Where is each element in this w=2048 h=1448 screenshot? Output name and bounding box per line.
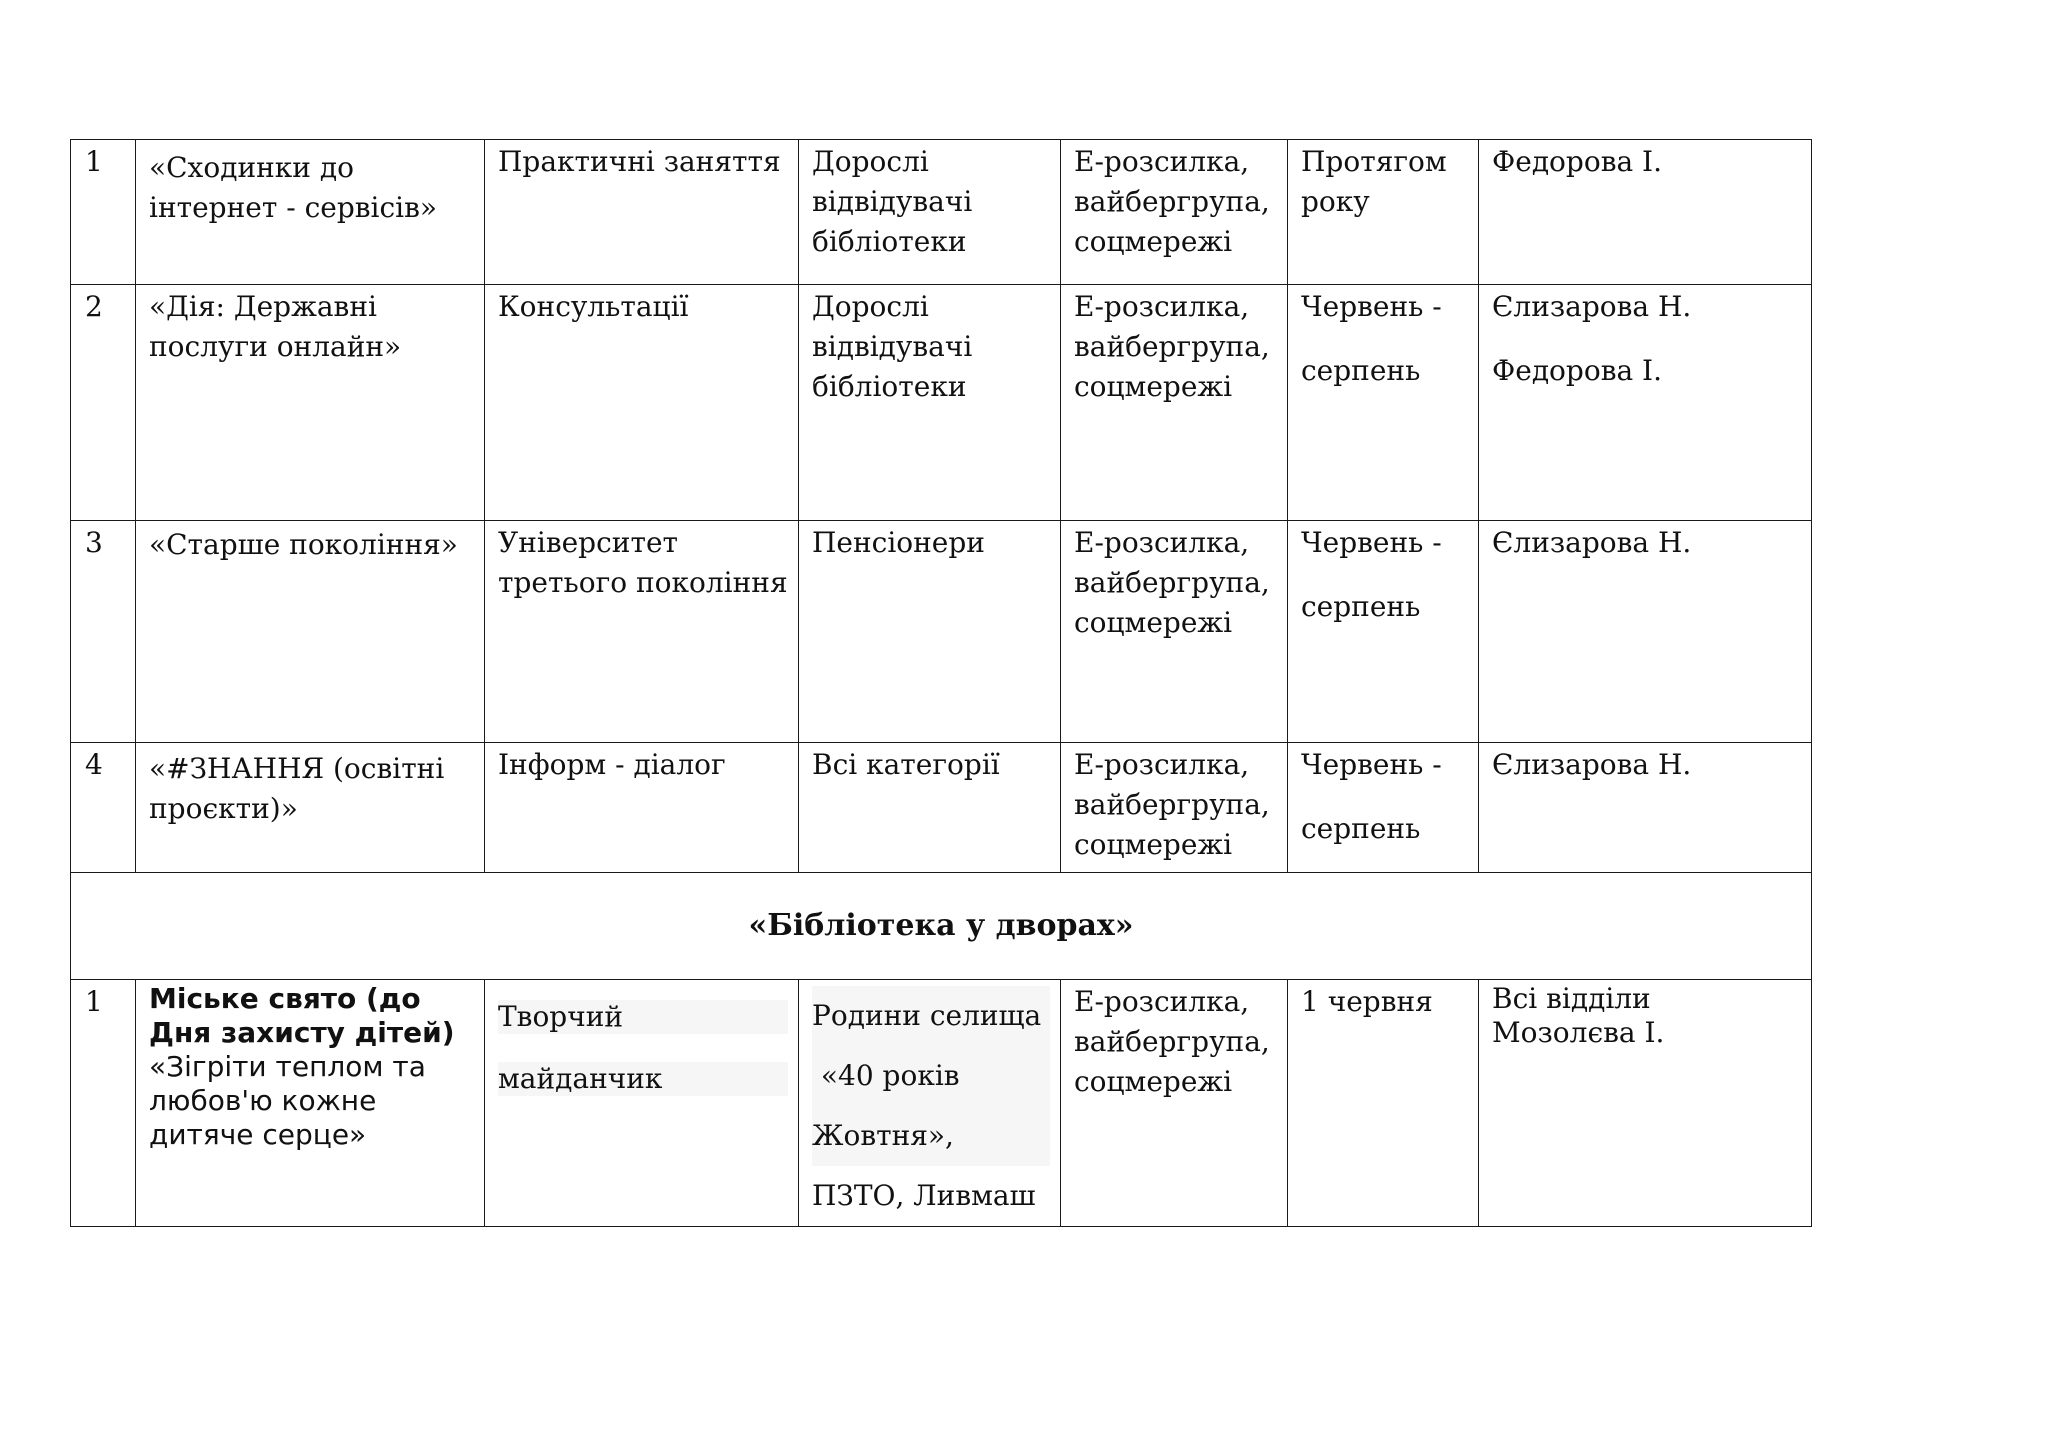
event-term: Червень - серпень xyxy=(1288,285,1479,521)
event-term: 1 червня xyxy=(1288,980,1479,1227)
row-number: 1 xyxy=(71,980,136,1227)
event-title: «Сходинки до інтернет - сервісів» xyxy=(136,140,485,285)
event-form: Університет третього покоління xyxy=(485,521,799,743)
event-title: «Дія: Державні послуги онлайн» xyxy=(136,285,485,521)
event-title: «#ЗНАННЯ (освітні проєкти)» xyxy=(136,743,485,873)
event-title: Міське свято (до Дня захисту дітей) «Зігріти теплом та любов'ю кожне дитяче серце» xyxy=(136,980,485,1227)
row-number: 4 xyxy=(71,743,136,873)
event-audience: Пенсіонери xyxy=(799,521,1061,743)
event-form: Консультації xyxy=(485,285,799,521)
event-responsible: Єлизарова Н. xyxy=(1479,521,1812,743)
table-row xyxy=(71,140,1812,285)
event-responsible: Всі відділи Мозолєва І. xyxy=(1479,980,1812,1227)
event-audience: Дорослі відвідувачі бібліотеки xyxy=(799,285,1061,521)
event-term: Протягом року xyxy=(1288,140,1479,285)
table-row xyxy=(71,521,1812,743)
row-number: 2 xyxy=(71,285,136,521)
event-term: Червень - серпень xyxy=(1288,743,1479,873)
row-number: 1 xyxy=(71,140,136,285)
event-form: Практичні заняття xyxy=(485,140,799,285)
row-number: 3 xyxy=(71,521,136,743)
event-audience: Всі категорії xyxy=(799,743,1061,873)
event-channel: Е-розсилка, вайбергрупа, соцмережі xyxy=(1061,285,1288,521)
events-plan-table xyxy=(70,139,1812,1227)
event-form: Інформ - діалог xyxy=(485,743,799,873)
table-row xyxy=(71,285,1812,521)
section-header-row xyxy=(71,873,1812,980)
table-row xyxy=(71,743,1812,873)
event-term: Червень - серпень xyxy=(1288,521,1479,743)
event-responsible: Єлизарова Н. xyxy=(1479,743,1812,873)
event-audience: Родини селища «40 років Жовтня», ПЗТО, Ливмаш xyxy=(799,980,1061,1227)
event-channel: Е-розсилка, вайбергрупа, соцмережі xyxy=(1061,521,1288,743)
event-channel: Е-розсилка, вайбергрупа, соцмережі xyxy=(1061,980,1288,1227)
event-audience: Дорослі відвідувачі бібліотеки xyxy=(799,140,1061,285)
event-responsible: Федорова І. xyxy=(1479,140,1812,285)
event-title: «Старше покоління» xyxy=(136,521,485,743)
event-form: Творчий майданчик xyxy=(485,980,799,1227)
table-row xyxy=(71,980,1812,1227)
event-responsible: Єлизарова Н. Федорова І. xyxy=(1479,285,1812,521)
section-title: «Бібліотека у дворах» xyxy=(71,873,1812,980)
event-channel: Е-розсилка, вайбергрупа, соцмережі xyxy=(1061,140,1288,285)
event-channel: Е-розсилка, вайбергрупа, соцмережі xyxy=(1061,743,1288,873)
